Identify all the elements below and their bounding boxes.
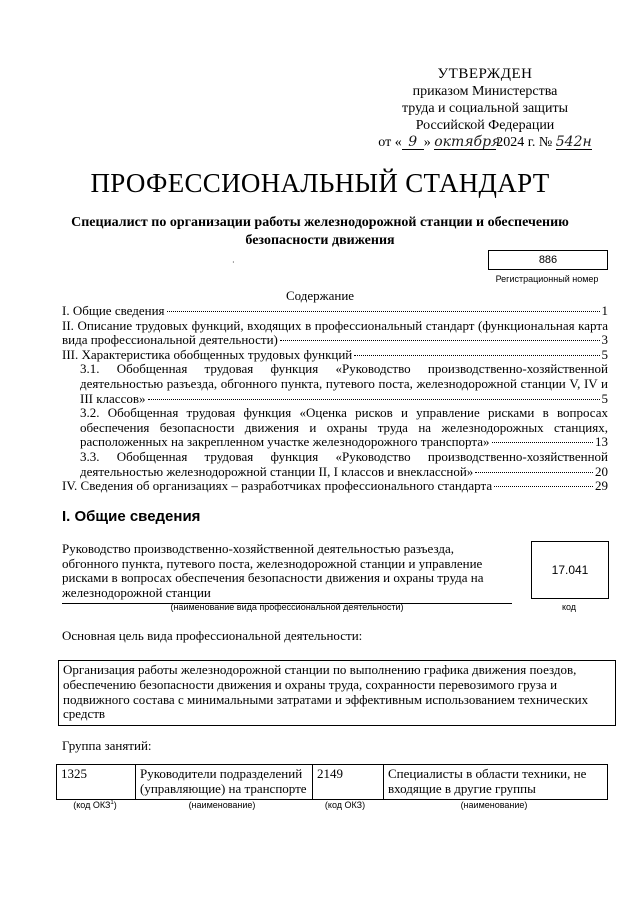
code-caption: код — [561, 602, 577, 612]
name-caption: (наименование) — [460, 800, 528, 810]
toc-item-text: вида профессиональной деятельности) — [62, 332, 278, 348]
goal-text: Организация работы железнодорожной станции по выполнению графика движения поездов, обеспечению безопасности движения и охраны труда, сохранности перевозимого груза и подвижного состава с минимальными затратами и эффективным использованием технических средств — [58, 660, 616, 726]
toc-item-text: III классов» — [80, 390, 146, 406]
toc-item-text: I. Общие сведения — [62, 303, 165, 318]
approval-line: труда и социальной защиты — [402, 101, 568, 116]
approval-line: Российской Федерации — [415, 118, 555, 133]
toc-item-page: 20 — [595, 463, 608, 479]
group-label: Группа занятий: — [62, 738, 152, 753]
registration-number: 886 — [488, 250, 608, 270]
toc-item-text: 3.1. Обобщенная трудовая функция «Руководство производственно-хозяйственной — [80, 361, 608, 377]
toc-item-text: деятельностью разъезда, обгонного пункта, путевого поста, железнодорожной станции V, IV и — [80, 375, 608, 391]
toc-item-page: 13 — [595, 434, 608, 450]
toc-item[interactable] — [62, 479, 608, 494]
toc-item-text: обеспечения безопасности движения и охраны труда на железнодорожных станциях, — [80, 419, 608, 435]
activity-name: Руководство производственно-хозяйственной деятельностью разъезда, обгонного пункта, путевого поста, железнодорожной станции и управление рисками в вопросах обеспечения безопасности движения и охраны труда на железнодорожной станции — [62, 542, 512, 604]
activity-caption: (наименование вида профессиональной деятельности) — [170, 602, 404, 612]
approval-date-line — [360, 134, 610, 151]
approval-year: 2024 г. № — [496, 135, 553, 150]
approval-number: 542н — [555, 134, 592, 150]
document-subtitle: Специалист по организации работы железнодорожной станции и обеспечению безопасности движения — [71, 215, 569, 248]
toc-item-text: 3.3. Обобщенная трудовая функция «Руководство производственно-хозяйственной — [80, 448, 608, 464]
toc-item-text: расположенных на закрепленном участке железнодорожного транспорта» — [80, 434, 490, 450]
toc-item[interactable] — [62, 348, 608, 363]
document-title: ПРОФЕССИОНАЛЬНЫЙ СТАНДАРТ — [90, 168, 550, 198]
toc-item-page: 5 — [601, 390, 608, 406]
table-row — [57, 765, 608, 800]
registration-label: Регистрационный номер — [495, 274, 599, 284]
contents-heading: Содержание — [285, 288, 355, 303]
name-caption: (наименование) — [188, 800, 256, 810]
toc-item-text: III. Характеристика обобщенных трудовых функций — [62, 346, 353, 362]
okz-name: Руководители подразделений (управляющие) на транспорте — [136, 765, 313, 800]
approval-block — [360, 66, 610, 151]
toc-item[interactable] — [62, 406, 608, 450]
okz-code-caption: (код ОКЗ$^1$) — [73, 800, 117, 810]
okz-code-caption: (код ОКЗ) — [324, 800, 366, 810]
approval-line: приказом Министерства — [412, 84, 558, 99]
table-of-contents — [62, 304, 608, 494]
stray-mark: · — [232, 258, 235, 267]
goal-label: Основная цель вида профессиональной деятельности: — [62, 628, 363, 643]
toc-item-text: II. Описание трудовых функций, входящих в профессиональный стандарт (функциональная карта — [62, 317, 608, 333]
approval-heading: УТВЕРЖДЕН — [437, 66, 533, 82]
okz-code: 2149 — [313, 765, 384, 800]
toc-item-text: 3.2. Обобщенная трудовая функция «Оценка рисков и управление рисками в вопросах — [80, 405, 608, 421]
toc-item-text: IV. Сведения об организациях – разработчиках профессионального стандарта — [62, 478, 493, 494]
activity-code: 17.041 — [531, 541, 609, 599]
occupation-groups-table — [56, 764, 608, 800]
toc-item-text: деятельностью железнодорожной станции II, I классов и внеклассной» — [80, 463, 474, 479]
approval-from: от « — [378, 135, 402, 150]
toc-item-page: 3 — [601, 332, 608, 348]
toc-item[interactable] — [62, 450, 608, 479]
toc-item-page: 5 — [601, 346, 608, 362]
toc-item[interactable] — [62, 304, 608, 319]
approval-month: октября — [434, 134, 501, 150]
toc-item[interactable] — [62, 319, 608, 348]
okz-code: 1325 — [57, 765, 136, 800]
toc-item[interactable] — [62, 362, 608, 406]
okz-name: Специалисты в области техники, не входящие в другие группы — [384, 765, 608, 800]
toc-item-page: 29 — [595, 478, 608, 494]
approval-quote: » — [423, 135, 431, 150]
toc-item-page: 1 — [601, 303, 608, 318]
section-heading: I. Общие сведения — [62, 508, 201, 525]
approval-day: 9 — [402, 135, 424, 150]
